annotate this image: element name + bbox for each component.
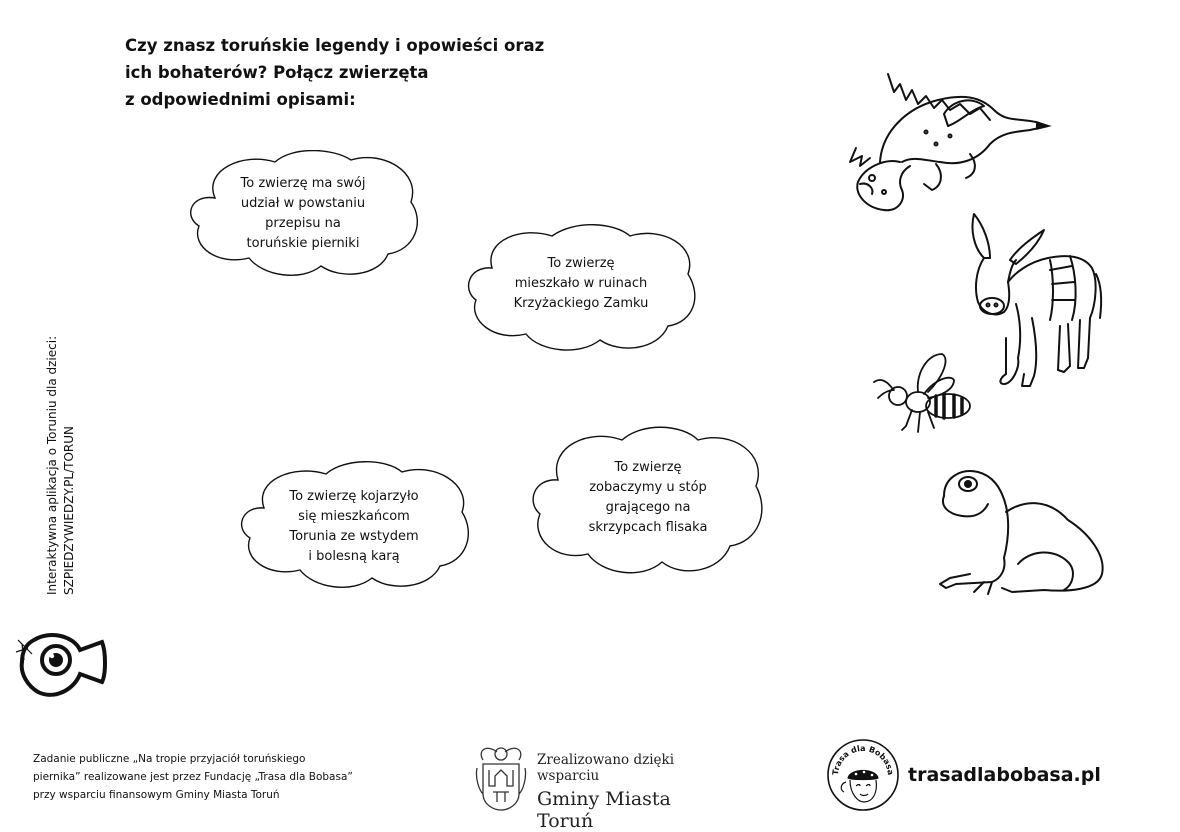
cloud-text-3 xyxy=(234,487,474,567)
cloud-1-line-3: przepisu na xyxy=(265,216,341,231)
title-line-2: ich bohaterów? Połącz zwierzęta xyxy=(125,63,429,82)
brand-block xyxy=(826,738,1101,812)
frog-illustration[interactable] xyxy=(936,464,1108,596)
description-cloud-2[interactable] xyxy=(462,224,700,356)
cloud-3-line-4: i bolesną karą xyxy=(308,549,400,564)
cloud-2-line-3: Krzyżackiego Zamku xyxy=(513,296,649,311)
description-cloud-1[interactable] xyxy=(183,150,423,280)
cloud-1-line-1: To zwierzę ma swój xyxy=(240,176,366,191)
sponsor-line-1: Zrealizowano dzięki wsparciu xyxy=(537,752,675,784)
project-funding-note xyxy=(33,750,353,804)
cloud-text-1 xyxy=(183,174,423,254)
torun-coat-of-arms-icon xyxy=(473,742,529,812)
cloud-text-2 xyxy=(462,254,700,314)
cloud-4-line-4: skrzypcach flisaka xyxy=(588,520,708,535)
donkey-illustration[interactable] xyxy=(960,208,1105,398)
bee-illustration[interactable] xyxy=(872,350,978,442)
badge-text: Trasa dla Bobasa xyxy=(830,743,896,776)
dragon-illustration[interactable] xyxy=(840,66,1055,222)
project-note-line-3: przy wsparciu finansowym Gminy Miasta Toruń xyxy=(33,789,280,801)
cloud-4-line-2: zobaczymy u stóp xyxy=(589,480,707,495)
cloud-3-line-3: Torunia ze wstydem xyxy=(289,529,419,544)
cloud-2-line-2: mieszkało w ruinach xyxy=(514,276,648,291)
page-title xyxy=(125,32,545,113)
cloud-1-line-4: toruńskie pierniki xyxy=(246,236,360,251)
app-promo-line: Interaktywna aplikacja o Toruniu dla dzieci: xyxy=(45,335,59,595)
sponsor-text xyxy=(537,752,733,832)
cloud-3-line-2: się mieszkańcom xyxy=(298,509,410,524)
brand-website-link[interactable]: trasadlabobasa.pl xyxy=(908,764,1101,786)
trasa-dla-bobasa-badge-icon xyxy=(826,738,900,812)
cloud-4-line-3: grającego na xyxy=(605,500,691,515)
title-line-3: z odpowiednimi opisami: xyxy=(125,90,356,109)
project-note-line-2: piernika” realizowane jest przez Fundację „Trasa dla Bobasa” xyxy=(33,771,353,783)
sponsor-block xyxy=(473,742,733,832)
cloud-2-line-1: To zwierzę xyxy=(547,256,615,271)
title-line-1: Czy znasz toruńskie legendy i opowieści oraz xyxy=(125,36,545,55)
project-note-line-1: Zadanie publiczne „Na tropie przyjaciół toruńskiego xyxy=(33,753,306,765)
description-cloud-3[interactable] xyxy=(234,460,474,592)
cloud-text-4 xyxy=(526,458,770,538)
sponsor-line-2: Gminy Miasta Toruń xyxy=(537,788,671,832)
app-promo-url[interactable]: SZPIEDZYWIEDZY.PL/TORUN xyxy=(62,426,76,595)
cloud-3-line-1: To zwierzę kojarzyło xyxy=(289,489,419,504)
app-promo-vertical-text xyxy=(44,336,78,595)
cloud-4-line-1: To zwierzę xyxy=(614,460,682,475)
eye-spy-logo-icon xyxy=(14,630,108,700)
cloud-1-line-2: udział w powstaniu xyxy=(240,196,366,211)
description-cloud-4[interactable] xyxy=(526,424,770,580)
